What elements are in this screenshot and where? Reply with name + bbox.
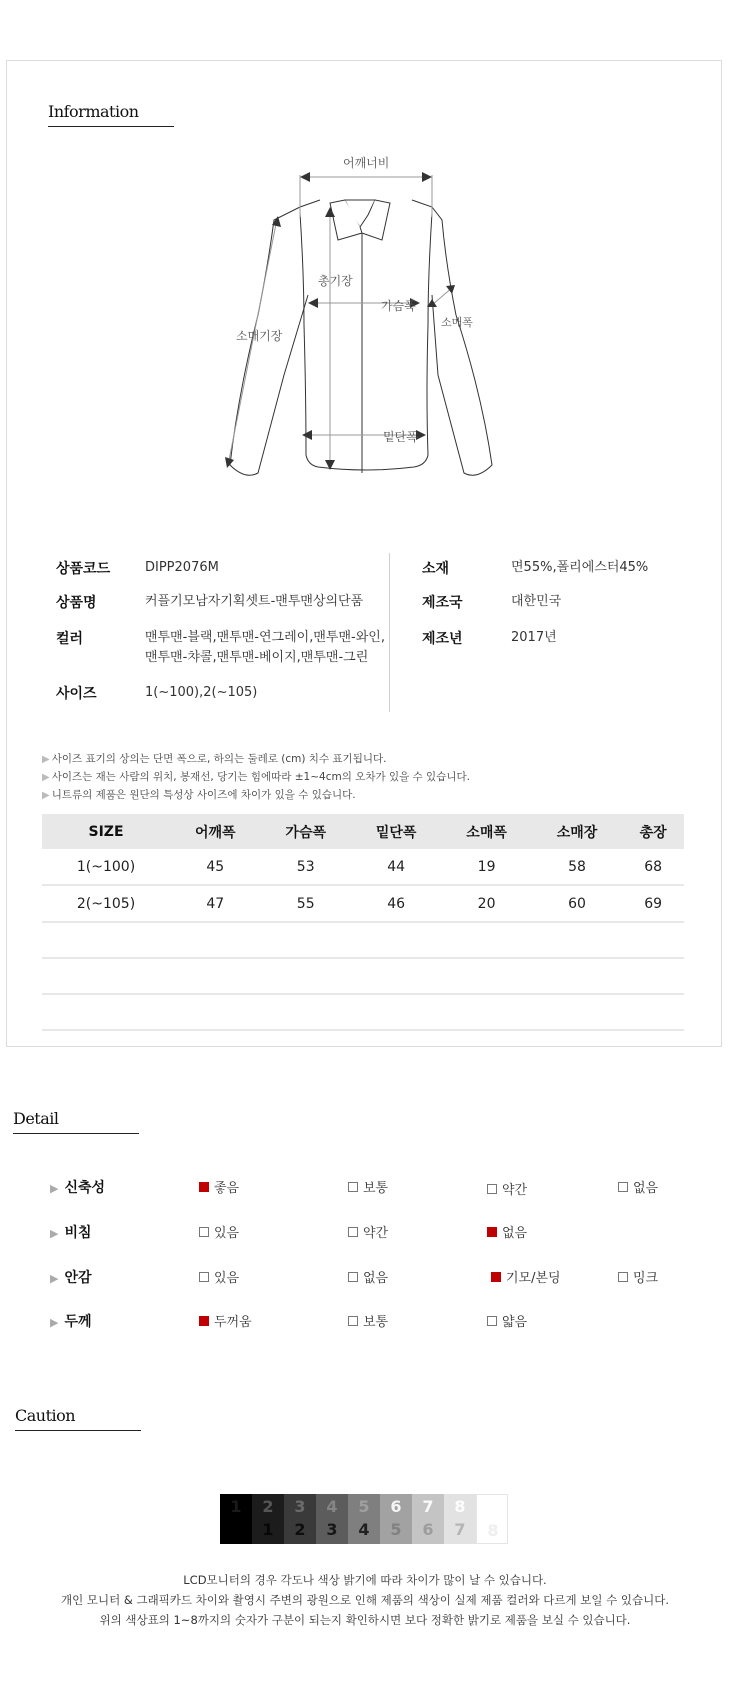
triangle-right-icon: ▶ xyxy=(42,772,50,783)
table-row xyxy=(42,849,684,885)
detail-option: 있음 xyxy=(199,1222,239,1241)
spec-value-size: 1(~100),2(~105) xyxy=(145,685,258,700)
table-row xyxy=(42,885,684,922)
swatch-number-top: 2 xyxy=(262,1497,274,1516)
swatch-number-top: 8 xyxy=(454,1497,466,1516)
information-title: Information xyxy=(48,102,139,121)
detail-option: 없음 xyxy=(348,1267,388,1286)
swatch-number-bottom: 2 xyxy=(294,1520,306,1539)
swatch-number-bottom: 1 xyxy=(262,1520,274,1539)
spec-label-product-name: 상품명 xyxy=(56,595,97,611)
checked-box-icon xyxy=(491,1272,501,1282)
unchecked-box-icon xyxy=(487,1184,497,1194)
caution-title-underline xyxy=(15,1430,141,1431)
swatch-number-top: 4 xyxy=(326,1497,338,1516)
size-cell: 69 xyxy=(622,885,684,922)
spec-label-year: 제조년 xyxy=(422,631,463,647)
spec-value-country: 대한민국 xyxy=(511,594,562,609)
swatch-number-bottom: 6 xyxy=(422,1520,434,1539)
detail-option: 보통 xyxy=(348,1177,388,1196)
spec-label-country: 제조국 xyxy=(422,595,463,611)
detail-title-underline xyxy=(13,1133,139,1134)
detail-option: 기모/본딩 xyxy=(491,1267,561,1286)
swatch-number-bottom: 4 xyxy=(358,1520,370,1539)
unchecked-box-icon xyxy=(348,1227,358,1237)
detail-option: 두꺼움 xyxy=(199,1311,252,1330)
size-header-cell: 어깨폭 xyxy=(170,814,260,849)
checked-box-icon xyxy=(199,1316,209,1326)
triangle-right-icon: ▶ xyxy=(42,754,50,765)
detail-option: 밍크 xyxy=(618,1267,658,1286)
size-cell: 58 xyxy=(532,849,622,885)
swatch-number-bottom: 5 xyxy=(390,1520,402,1539)
spec-divider xyxy=(389,553,390,712)
detail-label-lining: ▶ 안감 xyxy=(50,1270,92,1286)
spec-value-color-line2: 맨투맨-챠콜,맨투맨-베이지,맨투맨-그린 xyxy=(145,650,369,665)
size-cell: 47 xyxy=(170,885,260,922)
detail-option: 얇음 xyxy=(487,1311,527,1330)
brightness-swatch xyxy=(252,1494,284,1544)
checked-box-icon xyxy=(487,1227,497,1237)
spec-value-product-name: 커플기모남자기획셋트-맨투맨상의단품 xyxy=(145,594,364,609)
detail-option: 있음 xyxy=(199,1267,239,1286)
swatch-number-bottom: 7 xyxy=(454,1520,466,1539)
table-row-empty xyxy=(42,922,684,958)
triangle-right-icon: ▶ xyxy=(42,790,50,801)
table-row-empty xyxy=(42,994,684,1030)
size-cell: 1(~100) xyxy=(42,849,170,885)
swatch-number-top: 1 xyxy=(230,1497,242,1516)
size-cell: 44 xyxy=(351,849,441,885)
unchecked-box-icon xyxy=(348,1182,358,1192)
size-cell: 19 xyxy=(441,849,531,885)
spec-value-material: 면55%,폴리에스터45% xyxy=(511,560,649,575)
swatch-number-top: 6 xyxy=(390,1497,402,1516)
label-sleeve-length: 소매기장 xyxy=(236,329,283,343)
brightness-swatch xyxy=(412,1494,444,1544)
detail-label-stretch: ▶ 신축성 xyxy=(50,1180,106,1196)
information-title-underline xyxy=(48,126,174,127)
spec-value-year: 2017년 xyxy=(511,630,557,645)
swatch-number-bottom: 3 xyxy=(326,1520,338,1539)
detail-option: 없음 xyxy=(618,1177,658,1196)
unchecked-box-icon xyxy=(348,1272,358,1282)
brightness-swatch xyxy=(284,1494,316,1544)
size-cell: 20 xyxy=(441,885,531,922)
unchecked-box-icon xyxy=(199,1272,209,1282)
unchecked-box-icon xyxy=(618,1182,628,1192)
garment-measurement-diagram xyxy=(200,155,530,485)
detail-label-thickness: ▶ 두께 xyxy=(50,1314,92,1330)
size-note: ▶ 니트류의 제품은 원단의 특성상 사이즈에 차이가 있을 수 있습니다. xyxy=(42,789,356,801)
unchecked-box-icon xyxy=(348,1316,358,1326)
swatch-number-top: 7 xyxy=(422,1497,434,1516)
size-cell: 46 xyxy=(351,885,441,922)
brightness-swatch xyxy=(348,1494,380,1544)
label-total-length: 총기장 xyxy=(318,274,353,288)
size-table xyxy=(42,814,684,1031)
detail-option: 약간 xyxy=(348,1222,388,1241)
unchecked-box-icon xyxy=(199,1227,209,1237)
size-note: ▶ 사이즈는 재는 사람의 위치, 봉재선, 당기는 힘에따라 ±1~4cm의 오차가 있을 수 있습니다. xyxy=(42,771,470,783)
size-cell: 60 xyxy=(532,885,622,922)
swatch-number-top: 3 xyxy=(294,1497,306,1516)
spec-value-color-line1: 맨투맨-블랙,맨투맨-연그레이,맨투맨-와인, xyxy=(145,630,385,645)
detail-option: 좋음 xyxy=(199,1177,239,1196)
table-row-empty xyxy=(42,958,684,994)
unchecked-box-icon xyxy=(618,1272,628,1282)
detail-option: 보통 xyxy=(348,1311,388,1330)
size-header-cell: 총장 xyxy=(622,814,684,849)
triangle-right-icon: ▶ xyxy=(50,1182,59,1195)
size-cell: 2(~105) xyxy=(42,885,170,922)
brightness-swatch xyxy=(476,1494,508,1544)
spec-value-product-code: DIPP2076M xyxy=(145,560,219,575)
detail-option: 약간 xyxy=(487,1179,527,1198)
detail-label-sheerness: ▶ 비침 xyxy=(50,1225,92,1241)
detail-option: 없음 xyxy=(487,1222,527,1241)
brightness-swatch xyxy=(220,1494,252,1544)
size-cell: 53 xyxy=(261,849,351,885)
size-cell: 45 xyxy=(170,849,260,885)
caution-title: Caution xyxy=(15,1406,76,1425)
size-header-cell: 소매장 xyxy=(532,814,622,849)
swatch-number-bottom: 8 xyxy=(487,1521,499,1540)
checked-box-icon xyxy=(199,1182,209,1192)
spec-label-material: 소재 xyxy=(422,561,450,577)
label-sleeve-width: 소매폭 xyxy=(441,316,473,329)
detail-title: Detail xyxy=(13,1109,59,1128)
brightness-swatch xyxy=(380,1494,412,1544)
size-note: ▶ 사이즈 표기의 상의는 단면 폭으로, 하의는 둘레로 (cm) 치수 표기됩니다. xyxy=(42,753,387,765)
spec-label-size: 사이즈 xyxy=(56,686,97,702)
label-chest-width: 가슴폭 xyxy=(381,299,416,313)
size-header-cell: 가슴폭 xyxy=(261,814,351,849)
brightness-swatch xyxy=(444,1494,476,1544)
size-table-header xyxy=(42,814,684,849)
label-shoulder-width: 어깨너비 xyxy=(343,156,390,170)
size-cell: 55 xyxy=(261,885,351,922)
brightness-swatch xyxy=(316,1494,348,1544)
size-header-cell: 밑단폭 xyxy=(351,814,441,849)
label-hem-width: 밑단폭 xyxy=(383,430,418,444)
triangle-right-icon: ▶ xyxy=(50,1272,59,1285)
caution-text: LCD모니터의 경우 각도나 색상 밝기에 따라 차이가 많이 날 수 있습니다. 개인 모니터 & 그래픽카드 차이와 촬영시 주변의 광원으로 인해 제품의 색상이 실제 제품 컬러와 다르게 보일 수 있습니다. 위의 색상표의 1~8까지의 숫자가 구분이 되는지 확인하시면 보다 정확한 밝기로 제품을 보실 수 있습니다. xyxy=(61,1573,669,1627)
triangle-right-icon: ▶ xyxy=(50,1316,59,1329)
spec-label-color: 컬러 xyxy=(56,631,84,647)
size-header-cell: SIZE xyxy=(42,814,170,849)
unchecked-box-icon xyxy=(487,1316,497,1326)
size-cell: 68 xyxy=(622,849,684,885)
swatch-number-top: 5 xyxy=(358,1497,370,1516)
spec-label-product-code: 상품코드 xyxy=(56,561,111,577)
size-header-cell: 소매폭 xyxy=(441,814,531,849)
triangle-right-icon: ▶ xyxy=(50,1227,59,1240)
